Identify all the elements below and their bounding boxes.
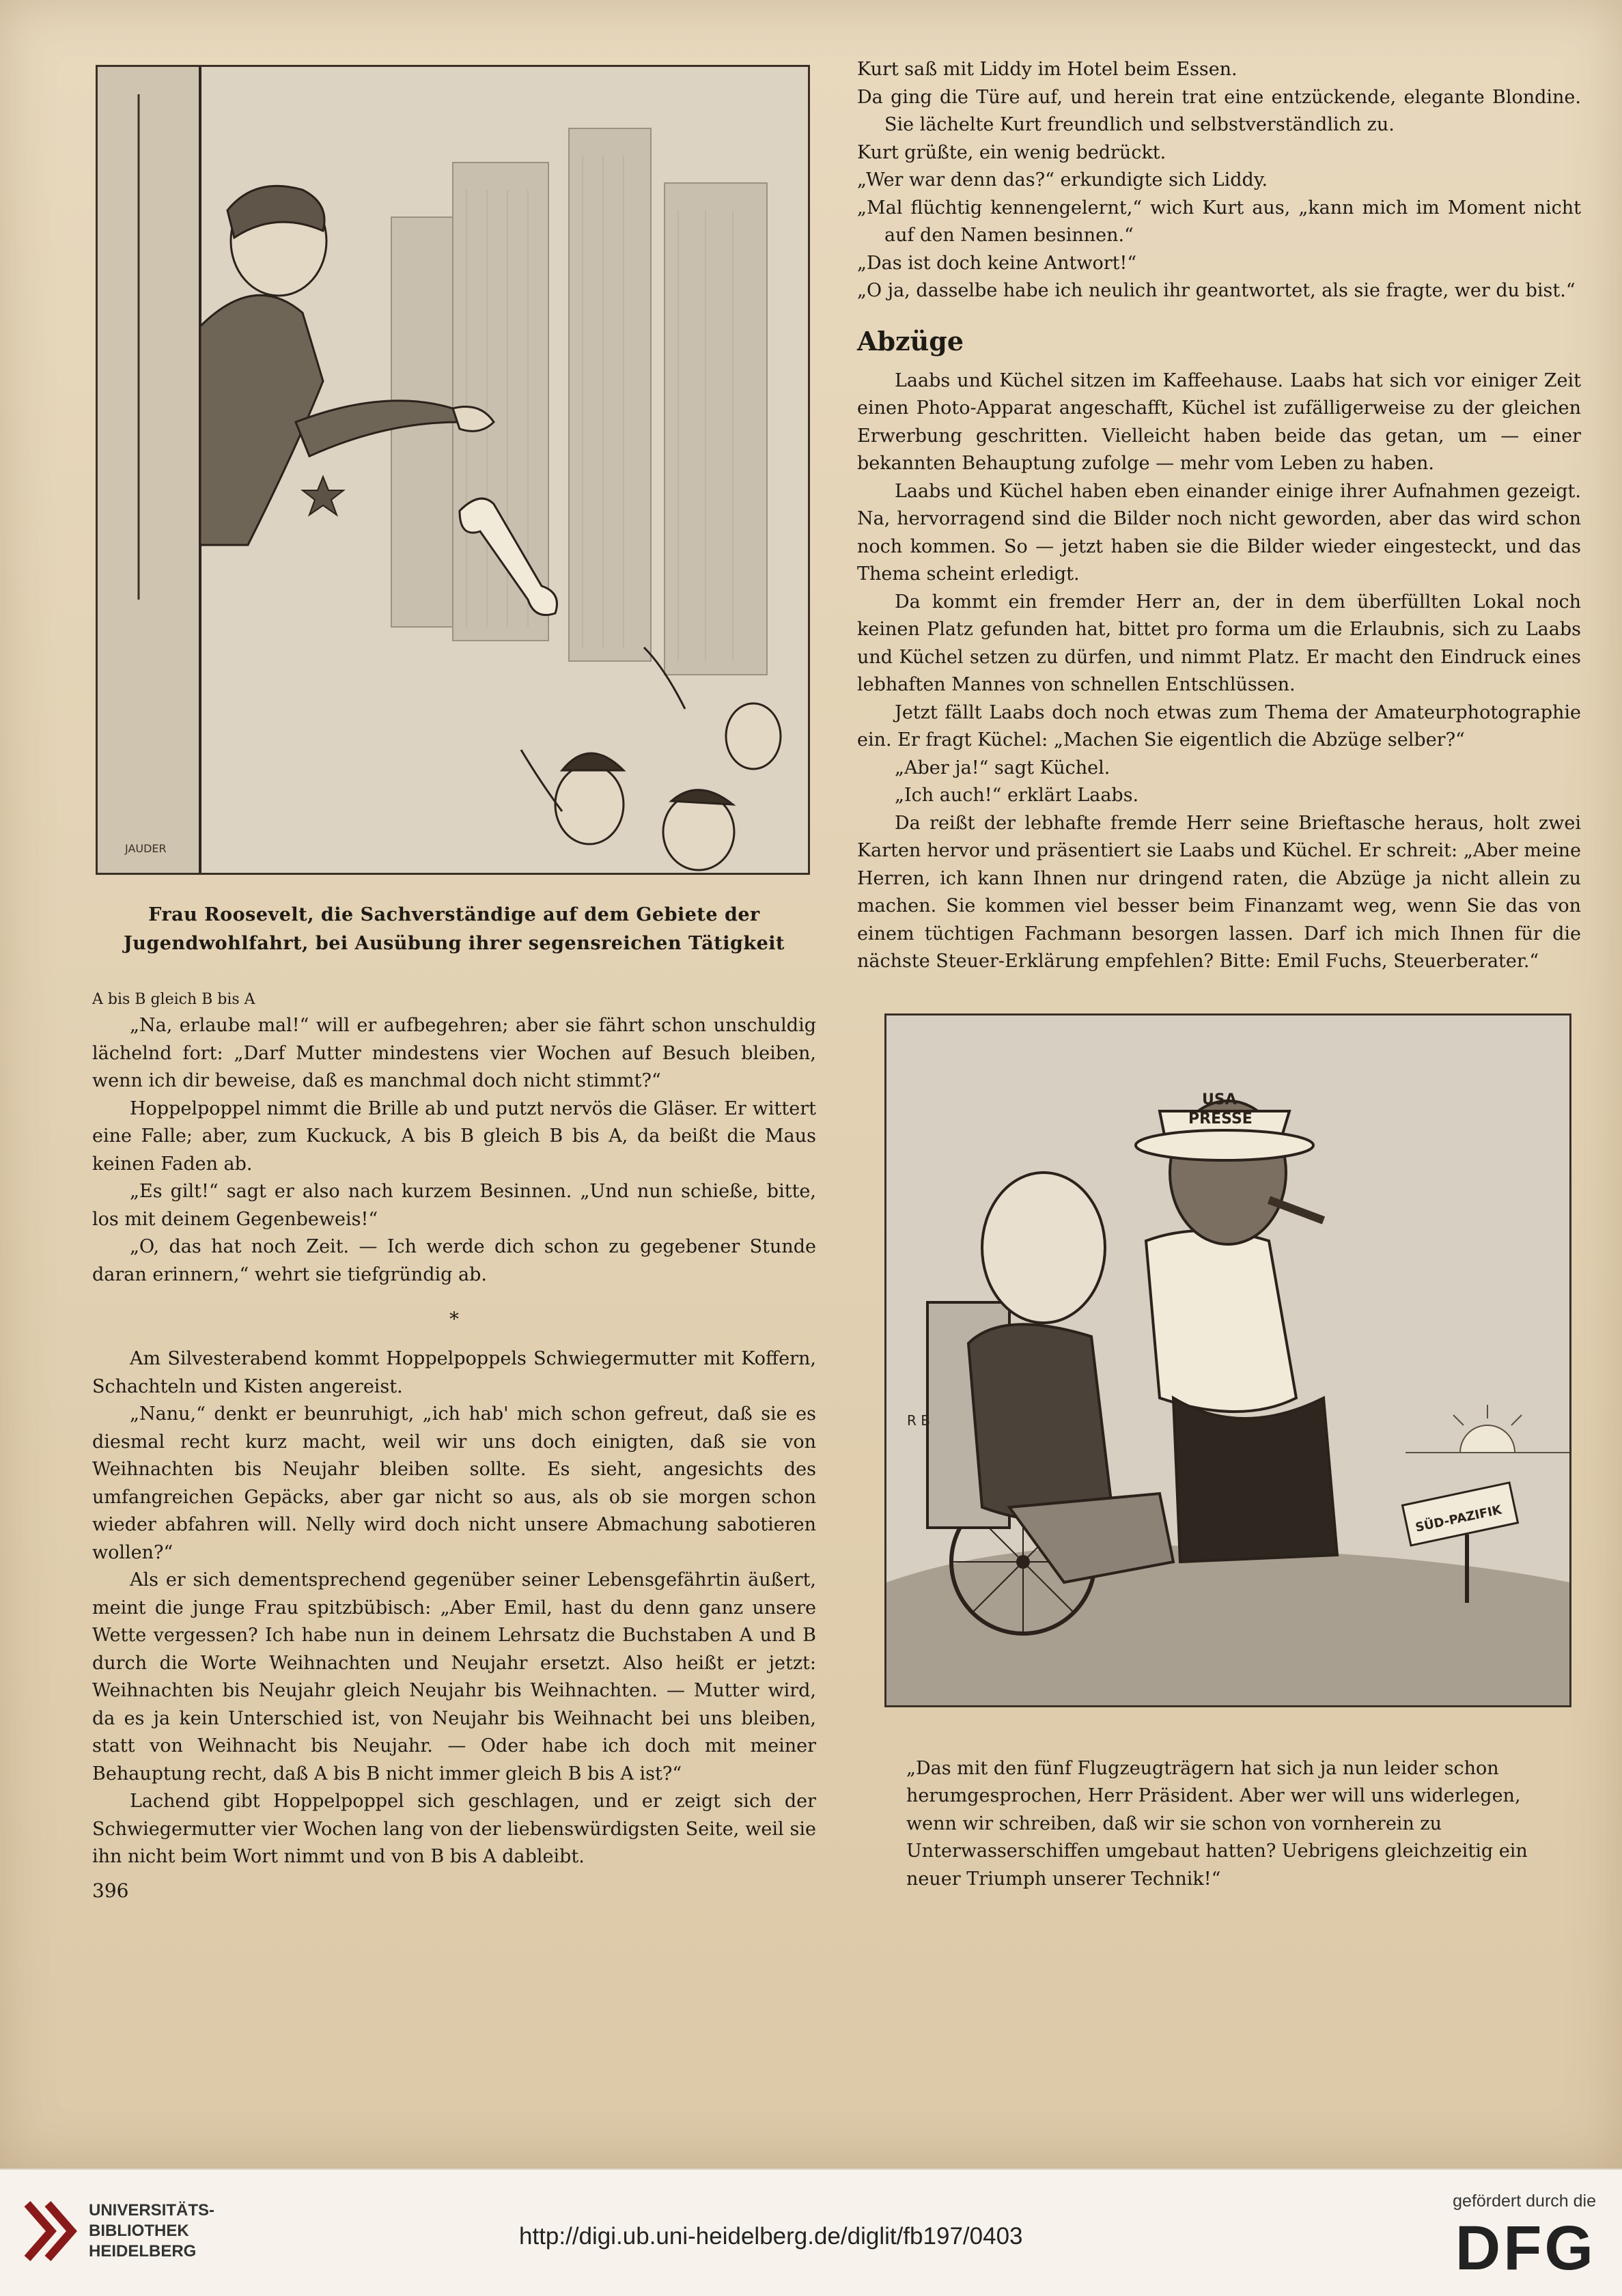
dfg-logo: DFG bbox=[1455, 2213, 1596, 2283]
section-title: Abzüge bbox=[857, 325, 964, 356]
institution-line: HEIDELBERG bbox=[89, 2242, 197, 2260]
paragraph: „Mal flüchtig kennengelernt,“ wich Kurt aus, „kann mich im Moment nicht auf den Namen besinnen.“ bbox=[857, 197, 1581, 246]
story-heading: A bis B gleich B bis A bbox=[92, 991, 255, 1008]
paragraph: Als er sich dementsprechend gegenüber seiner Lebensgefährtin äußert, meint die junge Frau spitzbübisch: „Aber Emil, hast du denn ganz unsere Wette vergessen? Ich habe nun in deinem Lehrsatz die Buchstaben A und B durch die Worte Weihnachten und Neujahr ersetzt. Also heißt er jetzt: Weihnachten bis Neujahr gleich Neujahr bis Weihnachten. — Mutter wird, da es ja kein Unterschied ist, von Neujahr bis Weihnacht bei uns bleiben, statt von Weihnacht bis Neujahr. — Oder habe ich doch mit meiner Behauptung recht, daß A bis B nicht immer gleich B bis A ist?“ bbox=[92, 1569, 816, 1784]
institution-line: BIBLIOTHEK bbox=[89, 2222, 189, 2240]
paragraph: „Es gilt!“ sagt er also nach kurzem Besinnen. „Und nun schieße, bitte, los mit deinem Gegenbeweis!“ bbox=[92, 1181, 816, 1230]
left-column bbox=[92, 65, 816, 1902]
university-library-logo-icon bbox=[20, 2197, 82, 2265]
paragraph: Da reißt der lebhafte fremde Herr seine Brieftasche heraus, holt zwei Karten hervor und präsentiert sie Laabs und Küchel. Er schreit: „Aber meine Herren, ich kann Ihnen nur dringend raten, die Abzüge ja nicht allein zu machen. Sie kommen viel besser beim Finanzamt weg, wenn Sie das von einem tüchtigen Fachmann besorgen lassen. Darf ich mich Ihnen für die nächste Steuer-Erklärung empfehlen? Bitte: Emil Fuchs, Steuerberater.“ bbox=[857, 812, 1581, 972]
paragraph: Da kommt ein fremder Herr an, der in dem überfüllten Lokal noch keinen Platz gefunden hat, bittet pro forma um die Erlaubnis, sich zu Laabs und Küchel setzen zu dürfen, und nimmt Platz. Er macht den Eindruck eines lebhaften Mannes von schnellen Entschlüssen. bbox=[857, 591, 1581, 695]
institution-name bbox=[89, 2200, 214, 2262]
paragraph: „Nanu,“ denkt er beunruhigt, „ich hab' mich schon gefreut, daß sie es diesmal recht kurz macht, weil wir uns doch einigten, daß sie von Weihnachten bis Neujahr bleiben sollte. Es sieht, angesichts des umfangreichen Gepäcks, aber gar nicht so aus, als ob sie morgen schon wieder abfahren will. Nelly wird doch nicht unsere Abmachung sabotieren wollen?“ bbox=[92, 1403, 816, 1563]
page-number: 396 bbox=[92, 1879, 129, 1902]
paragraph: „Ich auch!“ erklärt Laabs. bbox=[895, 785, 1139, 806]
cartoon-signature: JAUDER bbox=[125, 842, 167, 855]
sponsor-text: gefördert durch die bbox=[1453, 2192, 1596, 2211]
institution-line: UNIVERSITÄTS- bbox=[89, 2201, 215, 2220]
hat-label-line2: PRESSE bbox=[1188, 1110, 1253, 1128]
paragraph: Kurt saß mit Liddy im Hotel beim Essen. bbox=[857, 59, 1238, 80]
cartoon-signature: R B bbox=[907, 1412, 930, 1429]
permalink-url[interactable]: http://digi.ub.uni-heidelberg.de/diglit/fb197/0403 bbox=[519, 2223, 1023, 2250]
paragraph: Hoppelpoppel nimmt die Brille ab und putzt nervös die Gläser. Er wittert eine Falle; aber, zum Kuckuck, A bis B gleich B bis A, da beißt die Maus keinen Faden ab. bbox=[92, 1097, 816, 1175]
paragraph: Am Silvesterabend kommt Hoppelpoppels Schwiegermutter mit Koffern, Schachteln und Kisten angereist. bbox=[92, 1348, 816, 1397]
paragraph: „Das ist doch keine Antwort!“ bbox=[857, 252, 1137, 274]
paragraph: Laabs und Küchel haben eben einander einige ihrer Aufnahmen gezeigt. Na, hervorragend sind die Bilder noch nicht geworden, aber das wird schon noch kommen. So — jetzt haben sie die Bilder wieder eingesteckt, und das Thema scheint erledigt. bbox=[857, 480, 1581, 585]
president-cartoon-drawing bbox=[886, 1016, 1569, 1705]
roosevelt-caption: Frau Roosevelt, die Sachverständige auf dem Gebiete der Jugendwohlfahrt, bei Ausübung ihrer segensreichen Tätigkeit bbox=[123, 904, 785, 954]
footer-bar bbox=[0, 2168, 1622, 2296]
sign-label: SÜD-PAZIFIK bbox=[1414, 1502, 1503, 1535]
paragraph: „Aber ja!“ sagt Küchel. bbox=[895, 757, 1110, 779]
roosevelt-cartoon bbox=[96, 65, 810, 875]
paragraph: „Na, erlaube mal!“ will er aufbegehren; aber sie fährt schon unschuldig lächelnd fort: „Darf Mutter mindestens vier Wochen auf Besuch bleiben, wenn ich dir beweise, daß es manchmal doch nicht stimmt?“ bbox=[92, 1015, 816, 1091]
hat-label-line1: USA bbox=[1202, 1091, 1237, 1108]
paragraph: „O ja, dasselbe habe ich neulich ihr geantwortet, als sie fragte, wer du bist.“ bbox=[857, 280, 1576, 301]
president-caption: „Das mit den fünf Flugzeugträgern hat sich ja nun leider schon herumgesprochen, Herr Präsident. Aber wer will uns widerlegen, wenn wir schreiben, daß wir sie schon von vornherein zu Unterwasserschiffen umgebaut hatten? Uebrigens gleichzeitig ein neuer Triumph unserer Technik!“ bbox=[906, 1757, 1528, 1890]
right-column bbox=[857, 56, 1581, 1893]
sponsor-block bbox=[1453, 2192, 1596, 2283]
paragraph: Lachend gibt Hoppelpoppel sich geschlagen, und er zeigt sich der Schwiegermutter vier Wochen lang von der liebenswürdigsten Seite, weil sie ihn nicht beim Wort nimmt und von B bis A dableibt. bbox=[92, 1791, 816, 1867]
paragraph: Laabs und Küchel sitzen im Kaffeehause. Laabs hat sich vor einiger Zeit einen Photo-Apparat angeschafft, Küchel ist zufälligerweise zu der gleichen Erwerbung geschritten. Vielleicht haben beide das getan, um — einer bekannten Behauptung zufolge — mehr vom Leben zu haben. bbox=[857, 369, 1581, 474]
paragraph: „O, das hat noch Zeit. — Ich werde dich schon zu gegebener Stunde daran erinnern,“ wehrt sie tiefgründig ab. bbox=[92, 1236, 816, 1285]
paragraph: Da ging die Türe auf, und herein trat eine entzückende, elegante Blondine. Sie lächelte Kurt freundlich und selbstverständlich zu. bbox=[857, 86, 1581, 135]
paragraph: Jetzt fällt Laabs doch noch etwas zum Thema der Amateurphotographie ein. Er fragt Küchel: „Machen Sie eigentlich die Abzüge selber?“ bbox=[857, 701, 1581, 751]
paragraph: „Wer war denn das?“ erkundigte sich Liddy. bbox=[857, 169, 1268, 191]
roosevelt-cartoon-drawing bbox=[98, 67, 808, 873]
section-separator: * bbox=[449, 1308, 459, 1330]
president-cartoon bbox=[884, 1013, 1571, 1707]
paragraph: Kurt grüßte, ein wenig bedrückt. bbox=[857, 141, 1166, 163]
